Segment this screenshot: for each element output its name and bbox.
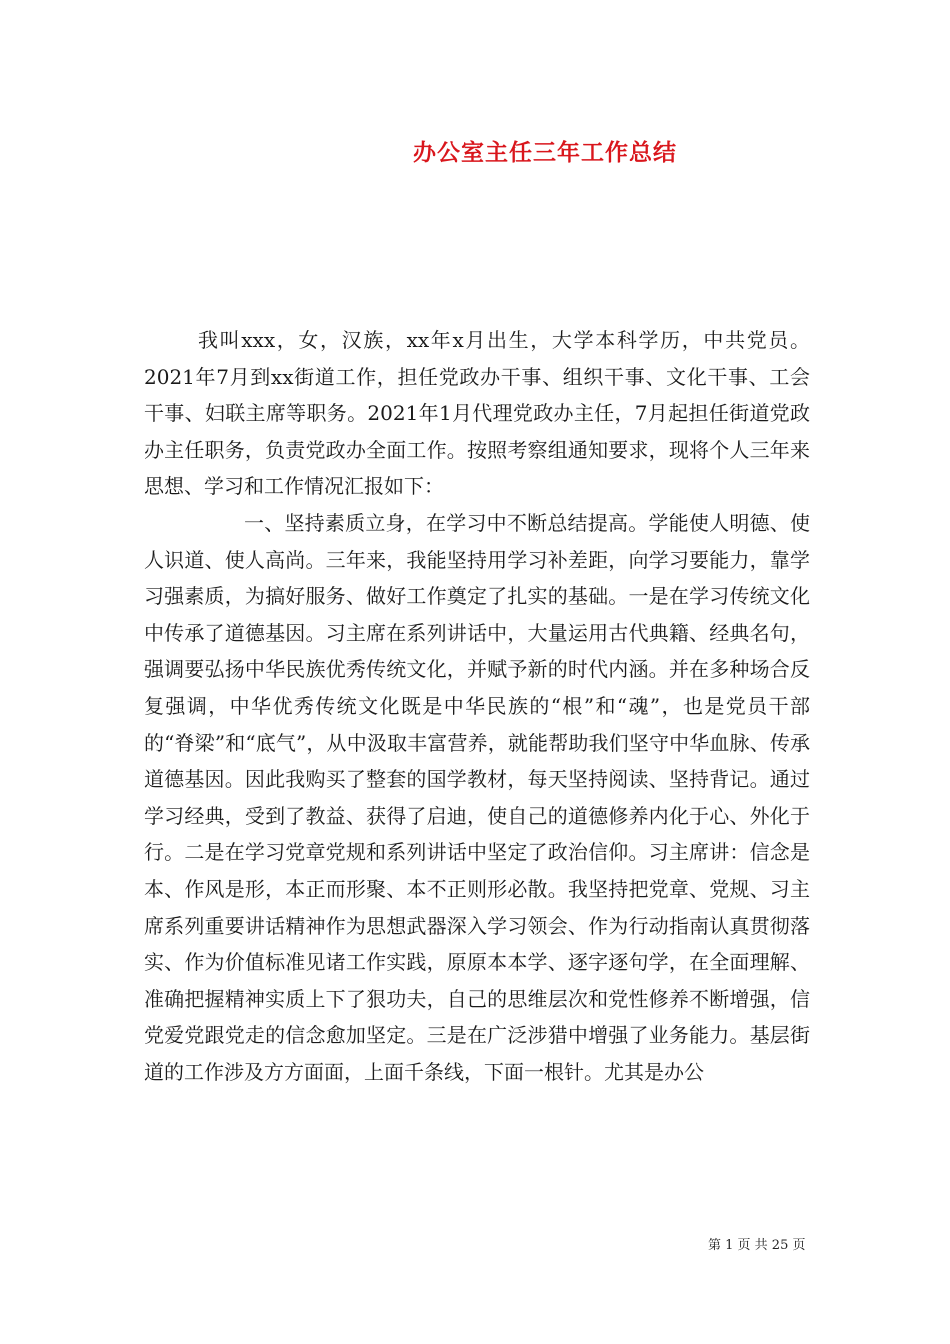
page-footer: 第 1 页 共 25 页: [708, 1238, 806, 1253]
document-title: 办公室主任三年工作总结: [413, 139, 677, 166]
paragraph-section-1: 一、坚持素质立身，在学习中不断总结提高。学能使人明德、使人识道、使人高尚。三年来，我能坚持用学习补差距，向学习要能力，靠学习强素质，为搞好服务、做好工作奠定了扎实的基础。一是在学习传统文化中传承了道德基因。习主席在系列讲话中，大量运用古代典籍、经典名句，强调要弘扬中华民族优秀传统文化，并赋予新的时代内涵。并在多种场合反复强调，中华优秀传统文化既是中华民族的“根”和“魂”，也是党员干部的“脊梁”和“底气”，从中汲取丰富营养，就能帮助我们坚守中华血脉、传承道德基因。因此我购买了整套的国学教材，每天坚持阅读、坚持背记。通过学习经典，受到了教益、获得了启迪，使自己的道德修养内化于心、外化于行。二是在学习党章党规和系列讲话中坚定了政治信仰。习主席讲：信念是本、作风是形，本正而形聚、本不正则形必散。我坚持把党章、党规、习主席系列重要讲话精神作为思想武器深入学习领会、作为行动指南认真贯彻落实、作为价值标准见诸工作实践，原原本本学、逐字逐句学，在全面理解、准确把握精神实质上下了狠功夫，自己的思维层次和党性修养不断增强，信党爱党跟党走的信念愈加坚定。三是在广泛涉猎中增强了业务能力。基层街道的工作涉及方方面面，上面千条线，下面一根针。尤其是办公: [144, 510, 810, 1084]
document-body: [144, 322, 810, 1090]
paragraph-intro: 我叫xxx，女，汉族，xx年x月出生，大学本科学历，中共党员。2021年7月到xx街道工作，担任党政办干事、组织干事、文化干事、工会干事、妇联主席等职务。2021年1月代理党政办主任，7月起担任街道党政办主任职务，负责党政办全面工作。按照考察组通知要求，现将个人三年来思想、学习和工作情况汇报如下：: [144, 328, 810, 499]
